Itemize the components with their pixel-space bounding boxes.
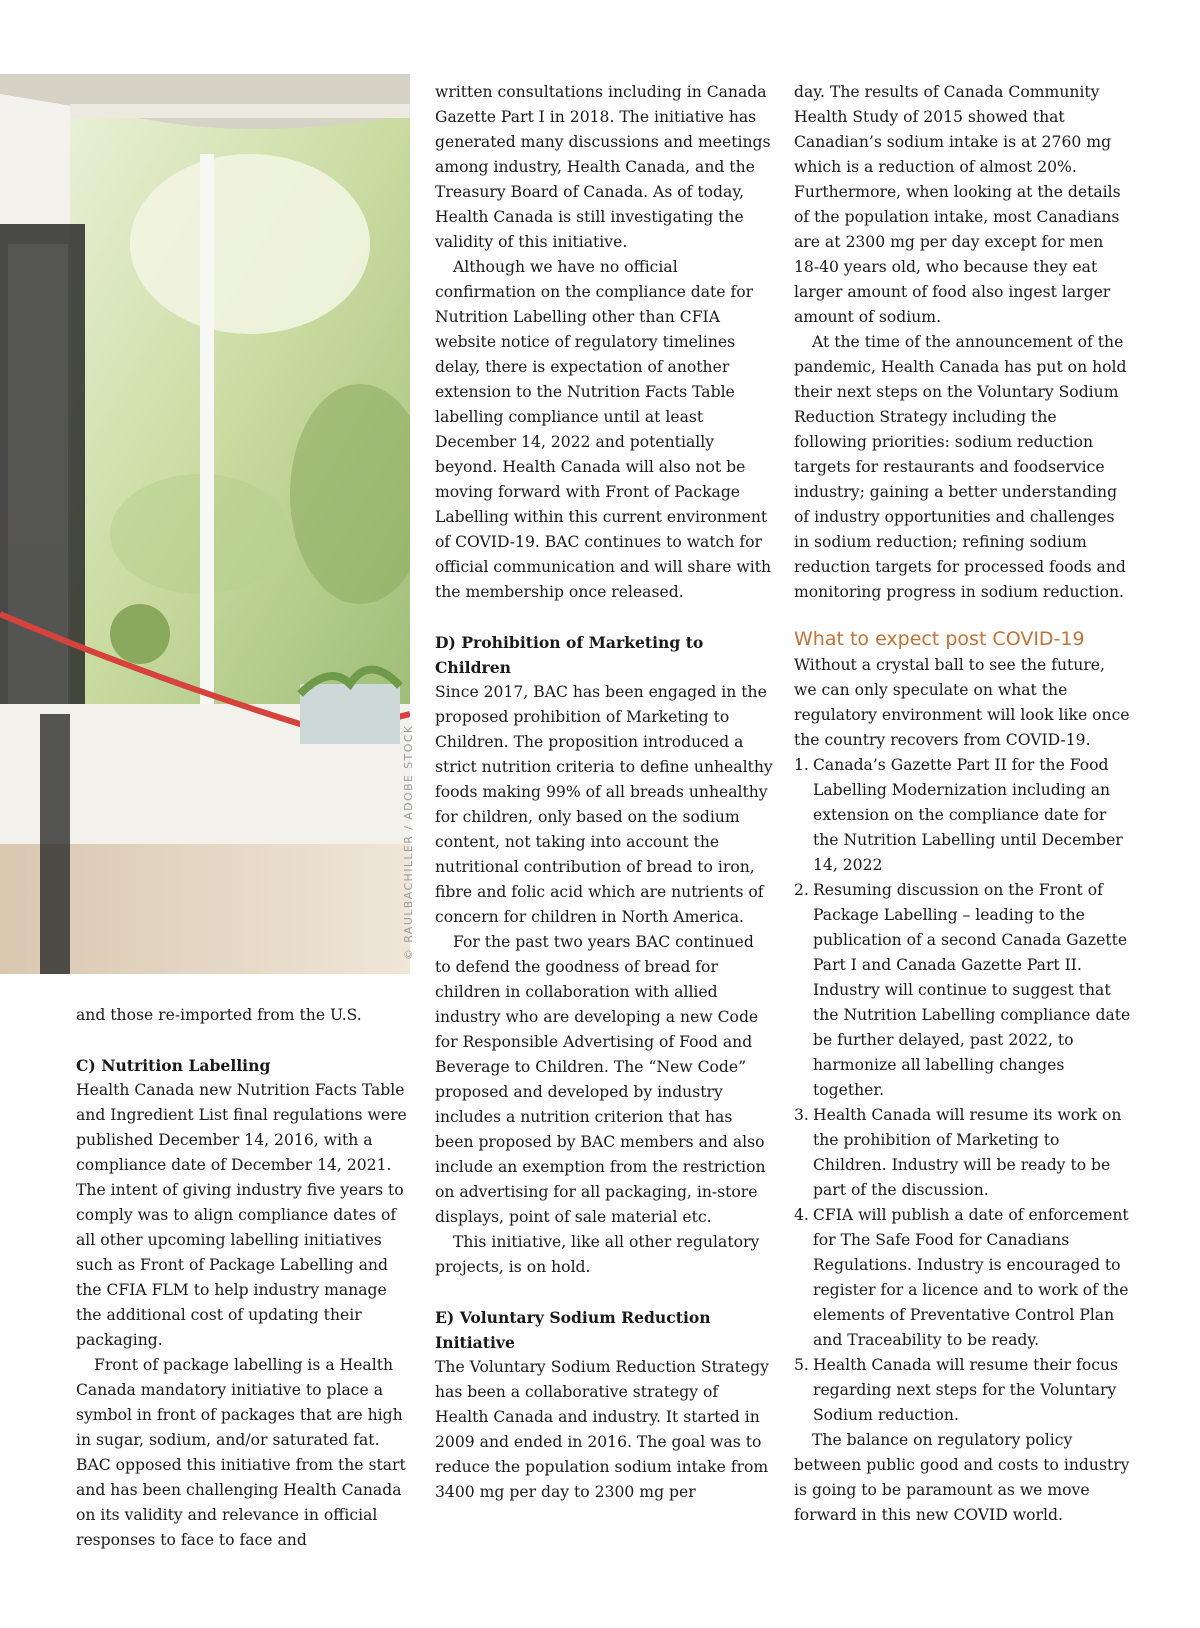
paragraph: Without a crystal ball to see the future, we can only speculate on what the regulatory environment will look like once the country recovers from COVID-19. <box>794 656 1130 749</box>
paragraph: Although we have no official confirmation on the compliance date for Nutrition Labelling other than CFIA website notice of regulatory timelines delay, there is expectation of another extension to the Nutrition Facts Table labelling compliance until at least December 14, 2022 and potentially beyond. Health Canada will also not be moving forward with Front of Package Labelling within this current environment of COVID-19. BAC continues to watch for official communication and will share with the membership once released. <box>435 258 772 601</box>
paragraph: Front of package labelling is a Health Canada mandatory initiative to place a symbol in front of packages that are high in sugar, sodium, and/or saturated fat. BAC opposed this initiative from the start and has been challenging Health Canada on its validity and relevance in official responses to face to face and <box>76 1356 406 1549</box>
paragraph: At the time of the announcement of the pandemic, Health Canada has put on hold their next steps on the Voluntary Sodium Reduction Strategy including the following priorities: sodium reduction targets for restaurants and foodservice industry; gaining a better understanding of industry opportunities and challenges in sodium reduction; refining sodium reduction targets for processed foods and monitoring progress in sodium reduction. <box>794 333 1127 601</box>
list-item-text: Health Canada will resume their focus regarding next steps for the Voluntary Sodium reduction. <box>813 1356 1119 1424</box>
list-item <box>794 1353 1132 1428</box>
paragraph: Since 2017, BAC has been engaged in the proposed prohibition of Marketing to Children. The proposition introduced a strict nutrition criteria to define unhealthy foods making 99% of all breads unhealthy for children, only based on the sodium content, not taking into account the nutritional contribution of bread to iron, fibre and folic acid which are nutrients of concern for children in North America. <box>435 683 773 926</box>
paragraph: The Voluntary Sodium Reduction Strategy has been a collaborative strategy of Health Canada and industry. It started in 2009 and ended in 2016. The goal was to reduce the population sodium intake from 3400 mg per day to 2300 mg per <box>435 1358 769 1501</box>
section-heading-sodium-reduction: E) Voluntary Sodium Reduction Initiative <box>435 1308 711 1352</box>
list-item-text: Resuming discussion on the Front of Package Labelling – leading to the publication of a second Canada Gazette Part I and Canada Gazette Part II. Industry will continue to suggest that the Nutrition Labelling compliance date be further delayed, past 2022, to harmonize all labelling changes together. <box>813 881 1131 1099</box>
list-number: 5. <box>794 1356 809 1374</box>
article-column-2 <box>435 80 773 1505</box>
article-column-3 <box>794 80 1132 1528</box>
list-number: 2. <box>794 881 809 899</box>
article-column-1 <box>76 1003 410 1553</box>
section-heading-post-covid: What to expect post COVID-19 <box>794 628 1085 650</box>
bakery-window-photo <box>0 74 410 974</box>
paragraph: and those re-imported from the U.S. <box>76 1006 362 1024</box>
list-item <box>794 1203 1132 1353</box>
section-heading-marketing-to-children: D) Prohibition of Marketing to Children <box>435 633 704 677</box>
list-number: 4. <box>794 1206 809 1224</box>
expectations-list <box>794 753 1132 1428</box>
paragraph: The balance on regulatory policy between public good and costs to industry is going to be paramount as we move forward in this new COVID world. <box>794 1431 1130 1524</box>
list-item <box>794 1103 1132 1203</box>
photo-credit: © RAULBACHILLER / ADOBE STOCK <box>402 724 415 960</box>
paragraph: For the past two years BAC continued to defend the goodness of bread for children in collaboration with allied industry who are developing a new Code for Responsible Advertising of Food and Beverage to Children. The “New Code” proposed and developed by industry includes a nutrition criterion that has been proposed by BAC members and also include an exemption from the restriction on advertising for all packaging, in-store displays, point of sale material etc. <box>435 933 766 1226</box>
photo-illustration <box>0 74 410 974</box>
list-number: 1. <box>794 756 809 774</box>
list-item <box>794 878 1132 1103</box>
paragraph: day. The results of Canada Community Health Study of 2015 showed that Canadian’s sodium intake is at 2760 mg which is a reduction of almost 20%. Furthermore, when looking at the details of the population intake, most Canadians are at 2300 mg per day except for men 18-40 years old, who because they eat larger amount of food also ingest larger amount of sodium. <box>794 83 1121 326</box>
list-item-text: CFIA will publish a date of enforcement for The Safe Food for Canadians Regulations. Industry is encouraged to register for a licence and to work of the elements of Preventative Control Plan and Traceability to be ready. <box>813 1206 1129 1349</box>
paragraph: Health Canada new Nutrition Facts Table and Ingredient List final regulations were published December 14, 2016, with a compliance date of December 14, 2021. The intent of giving industry five years to comply was to align compliance dates of all other upcoming labelling initiatives such as Front of Package Labelling and the CFIA FLM to help industry manage the additional cost of updating their packaging. <box>76 1081 407 1349</box>
list-item-text: Canada’s Gazette Part II for the Food Labelling Modernization including an extension on the compliance date for the Nutrition Labelling until December 14, 2022 <box>813 756 1123 874</box>
paragraph: written consultations including in Canada Gazette Part I in 2018. The initiative has generated many discussions and meetings among industry, Health Canada, and the Treasury Board of Canada. As of today, Health Canada is still investigating the validity of this initiative. <box>435 83 771 251</box>
list-item <box>794 753 1132 878</box>
list-item-text: Health Canada will resume its work on the prohibition of Marketing to Children. Industry will be ready to be part of the discussion. <box>813 1106 1122 1199</box>
section-heading-nutrition-labelling: C) Nutrition Labelling <box>76 1056 271 1075</box>
paragraph: This initiative, like all other regulatory projects, is on hold. <box>435 1233 760 1276</box>
list-number: 3. <box>794 1106 809 1124</box>
